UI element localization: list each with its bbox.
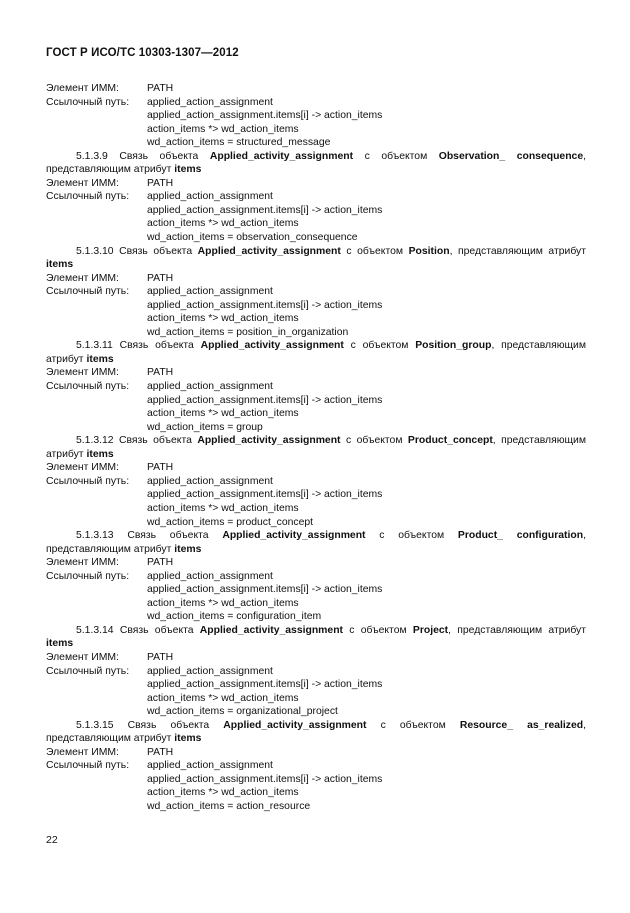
path-line: applied_action_assignment <box>147 96 273 108</box>
section-text: Связь объекта <box>113 624 200 636</box>
section-heading <box>46 434 586 461</box>
path-line: action_items *> wd_action_items <box>147 218 299 230</box>
element-value: PATH <box>147 83 174 94</box>
element-value: PATH <box>147 367 174 379</box>
entity-name: Applied_activity_assignment <box>222 530 366 542</box>
section-text: с объектом <box>343 340 416 352</box>
section-text: с объектом <box>365 530 458 542</box>
section-text: Связь объекта <box>113 245 198 257</box>
element-value: PATH <box>147 651 174 663</box>
section <box>46 245 586 340</box>
ref-path-row <box>46 759 586 773</box>
element-row <box>46 177 586 191</box>
ref-path-label: Ссылочный путь: <box>46 191 130 203</box>
section <box>46 150 586 245</box>
path-line: applied_action_assignment.items[i] -> action_items <box>147 584 383 596</box>
path-line: action_items *> wd_action_items <box>147 502 299 514</box>
section-number: 5.1.3.10 <box>76 245 114 257</box>
section <box>46 434 586 529</box>
element-label: Элемент ИММ: <box>46 462 119 474</box>
entity-name: Applied_activity_assignment <box>209 150 354 162</box>
path-line: action_items *> wd_action_items <box>147 692 299 704</box>
document-body <box>46 82 586 814</box>
entity-name: Applied_activity_assignment <box>199 624 344 636</box>
first-block <box>46 82 586 150</box>
element-row <box>46 272 586 286</box>
element-label: Элемент ИММ: <box>46 177 119 189</box>
sections-list <box>46 150 586 814</box>
element-label: Элемент ИММ: <box>46 557 119 569</box>
section-text: , представляющим атрибут <box>46 340 586 365</box>
ref-path-label: Ссылочный путь: <box>46 381 130 393</box>
entity-name: Applied_activity_assignment <box>197 245 341 257</box>
attribute-name: items <box>174 733 202 745</box>
path-line: applied_action_assignment <box>147 381 273 393</box>
path-line: wd_action_items = organizational_project <box>147 706 338 718</box>
ref-path-row <box>46 570 586 584</box>
section-text: Связь объекта <box>107 150 210 162</box>
section-heading <box>46 339 586 366</box>
path-line: applied_action_assignment.items[i] -> action_items <box>147 299 383 311</box>
section-number: 5.1.3.11 <box>76 340 113 352</box>
path-line: action_items *> wd_action_items <box>147 787 299 799</box>
path-line: action_items *> wd_action_items <box>147 123 299 135</box>
ref-path-label: Ссылочный путь: <box>46 760 130 772</box>
section-number: 5.1.3.12 <box>76 435 114 447</box>
ref-path-label: Ссылочный путь: <box>46 286 130 298</box>
path-line: applied_action_assignment <box>147 570 273 582</box>
path-line: applied_action_assignment <box>147 760 273 772</box>
path-line: applied_action_assignment <box>147 191 273 203</box>
path-line: action_items *> wd_action_items <box>147 408 299 420</box>
target-entity-name: Product_ configuration <box>457 530 584 542</box>
path-line: wd_action_items = product_concept <box>147 516 314 528</box>
element-value: PATH <box>147 272 174 284</box>
target-entity-name: Resource_ as_realized <box>459 719 584 731</box>
section-number: 5.1.3.9 <box>76 150 108 162</box>
section <box>46 719 586 814</box>
target-entity-name: Position <box>408 245 450 257</box>
ref-path-row <box>46 96 586 110</box>
target-entity-name: Observation_ consequence <box>438 150 584 162</box>
section-text: Связь объекта <box>113 435 198 447</box>
element-label: Элемент ИММ: <box>46 651 119 663</box>
attribute-name: items <box>46 638 74 650</box>
element-row <box>46 556 586 570</box>
element-label: Элемент ИММ: <box>46 367 119 379</box>
section-heading <box>46 150 586 177</box>
path-line: wd_action_items = configuration_item <box>147 611 322 623</box>
section-text: Связь объекта <box>113 530 223 542</box>
entity-name: Applied_activity_assignment <box>197 435 341 447</box>
section-text: , представляющим атрибут <box>449 245 586 257</box>
element-value: PATH <box>147 557 174 569</box>
path-line: applied_action_assignment.items[i] -> action_items <box>147 110 383 122</box>
ref-path-row <box>46 475 586 489</box>
path-line: applied_action_assignment.items[i] -> action_items <box>147 489 383 501</box>
page-number: 22 <box>46 834 58 846</box>
element-value: PATH <box>147 462 174 474</box>
path-line: action_items *> wd_action_items <box>147 313 299 325</box>
ref-path-row <box>46 380 586 394</box>
section-number: 5.1.3.15 <box>76 719 114 731</box>
section-text: с объектом <box>340 435 408 447</box>
ref-path-label: Ссылочный путь: <box>46 570 130 582</box>
section <box>46 339 586 434</box>
section <box>46 529 586 624</box>
section-text: , представляющим атрибут <box>46 530 586 555</box>
path-line: applied_action_assignment.items[i] -> action_items <box>147 394 383 406</box>
section-heading <box>46 245 586 272</box>
element-row <box>46 82 586 96</box>
attribute-name: items <box>86 448 114 460</box>
ref-path-row <box>46 190 586 204</box>
entity-name: Applied_activity_assignment <box>200 340 344 352</box>
element-label: Элемент ИММ: <box>46 746 119 758</box>
element-row <box>46 366 586 380</box>
section-text: Связь объекта <box>113 719 224 731</box>
ref-path-row <box>46 665 586 679</box>
path-line: wd_action_items = structured_message <box>147 137 331 149</box>
section-text: с объектом <box>343 624 413 636</box>
section-text: Связь объекта <box>112 340 201 352</box>
path-line: applied_action_assignment <box>147 665 273 677</box>
path-line: applied_action_assignment <box>147 475 273 487</box>
element-label: Элемент ИММ: <box>46 272 119 284</box>
attribute-name: items <box>174 543 202 555</box>
target-entity-name: Product_concept <box>407 435 493 447</box>
section-text: , представляющим атрибут <box>46 150 586 176</box>
section-number: 5.1.3.13 <box>76 530 114 542</box>
element-row <box>46 651 586 665</box>
element-row <box>46 746 586 760</box>
path-line: wd_action_items = group <box>147 421 263 433</box>
element-value: PATH <box>147 746 174 758</box>
section-heading <box>46 624 586 651</box>
path-line: wd_action_items = action_resource <box>147 800 311 812</box>
section-text: , представляющим атрибут <box>448 624 586 636</box>
section-heading <box>46 529 586 556</box>
element-value: PATH <box>147 177 174 189</box>
section-heading <box>46 719 586 746</box>
element-label: Элемент ИММ: <box>46 83 119 94</box>
path-line: applied_action_assignment.items[i] -> action_items <box>147 773 383 785</box>
path-line: applied_action_assignment.items[i] -> action_items <box>147 204 383 216</box>
section <box>46 624 586 719</box>
ref-path-row <box>46 285 586 299</box>
attribute-name: items <box>86 353 114 365</box>
section-number: 5.1.3.14 <box>76 624 114 636</box>
page-header: ГОСТ Р ИСО/ТС 10303-1307—2012 <box>46 47 239 59</box>
ref-path-label: Ссылочный путь: <box>46 665 130 677</box>
section-text: , представляющим атрибут <box>46 435 586 460</box>
path-line: wd_action_items = observation_consequence <box>147 232 358 244</box>
target-entity-name: Project <box>412 624 449 636</box>
entity-name: Applied_activity_assignment <box>223 719 367 731</box>
section-text: с объектом <box>366 719 460 731</box>
attribute-name: items <box>46 259 74 271</box>
path-line: action_items *> wd_action_items <box>147 597 299 609</box>
target-entity-name: Position_group <box>415 340 492 352</box>
element-row <box>46 461 586 475</box>
ref-path-label: Ссылочный путь: <box>46 96 130 108</box>
path-line: applied_action_assignment <box>147 286 273 298</box>
path-line: wd_action_items = position_in_organization <box>147 326 349 338</box>
section-text: с объектом <box>340 245 409 257</box>
attribute-name: items <box>174 164 202 176</box>
path-line: applied_action_assignment.items[i] -> action_items <box>147 679 383 691</box>
ref-path-label: Ссылочный путь: <box>46 475 130 487</box>
section-text: , представляющим атрибут <box>46 719 586 745</box>
section-text: с объектом <box>353 150 439 162</box>
